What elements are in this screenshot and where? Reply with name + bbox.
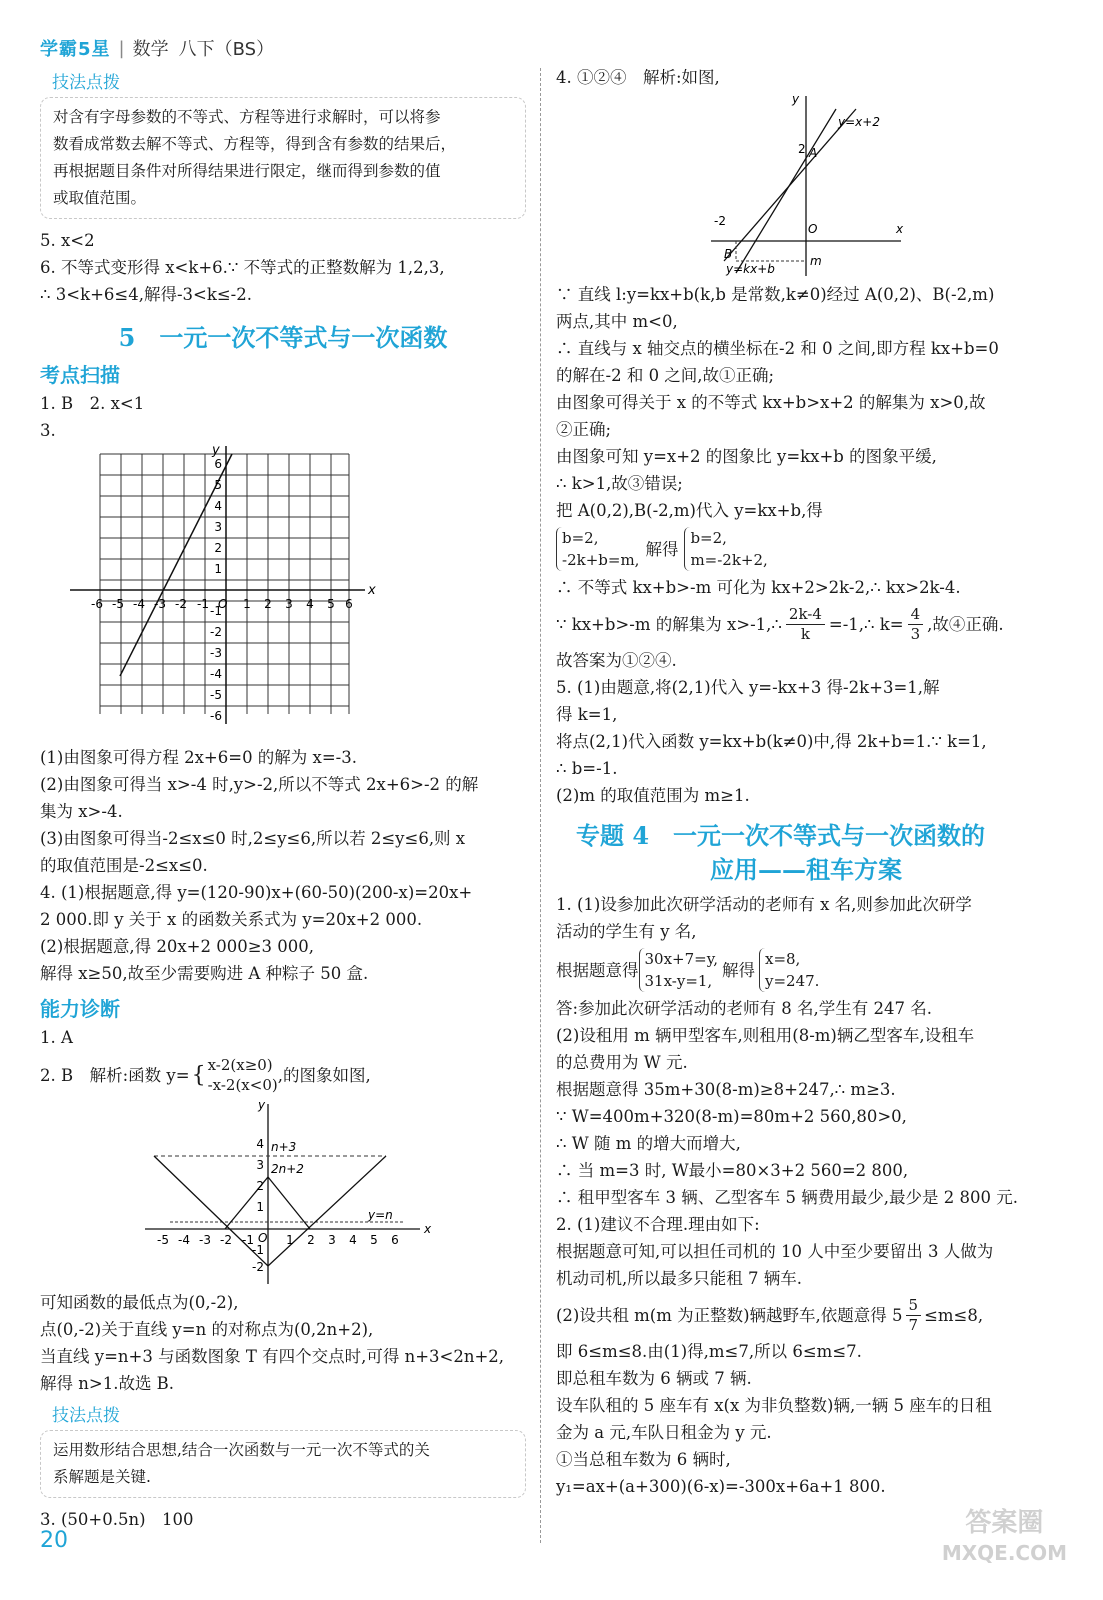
label-n3: n+3 [271,1140,297,1154]
q3-line: 集为 x>-4. [40,802,123,821]
y-tick: 2 [214,541,222,555]
solve-word: 解得 [645,539,679,559]
t2-line: 根据题意可知,可以担任司机的 10 人中至少要留出 3 人做为 [556,1242,994,1261]
r4-line: ∵ 直线 l:y=kx+b(k,b 是常数,k≠0)经过 A(0,2)、B(-2,m) [556,285,995,304]
origin-label: O [218,597,228,611]
fraction-2 [908,605,924,644]
answer-n2-head [40,1051,526,1099]
n2-line: 当直线 y=n+3 与函数图象 T 有四个交点时,可得 n+3<2n+2, [40,1347,505,1366]
system-1 [556,527,639,571]
origin-label: O [808,222,818,236]
watermark-line: 答案圈 [965,1508,1044,1538]
y-tick: 2 [256,1179,264,1193]
t1-line: 根据题意得 35m+30(8-m)≥8+247,∴ m≥3. [556,1080,896,1099]
t1-line: 活动的学生有 y 名, [556,922,697,941]
graph-q2-abs [140,1099,430,1289]
t2-line: 即总租车数为 6 辆或 7 辆. [556,1369,752,1388]
t2-line: 金为 a 元,车队日租金为 y 元. [556,1423,772,1442]
r4-fraction-line [556,601,1056,647]
q3-line: (2)由图象可得当 x>-4 时,y>-2,所以不等式 2x+6>-2 的解 [40,775,479,794]
r4-line: 的解在-2 和 0 之间,故①正确; [556,366,775,385]
sys-prefix: 根据题意得 [556,960,639,980]
r4-line: ∴ k>1,故③错误; [556,474,683,493]
x-tick: 6 [391,1233,399,1247]
answer-q5: 5. x<2 [40,231,95,250]
answer-q6-line: ∴ 3<k+6≤4,解得-3<k≤-2. [40,285,252,304]
system-eq: m=-2k+2, [690,551,768,569]
system-1 [639,948,718,992]
system-eq: x=8, [764,950,801,968]
system-eq: b=2, [562,529,599,547]
t1-line: ∵ W=400m+320(8-m)=80m+2 560,80>0, [556,1107,907,1126]
system-eq: -2k+b=m, [562,551,640,569]
n2-case: -x-2(x<0) [207,1076,278,1094]
fraction-1 [786,605,825,644]
t2-line: y₁=ax+(a+300)(6-x)=-300x+6a+1 800. [556,1477,886,1496]
frac-num: 2k-4 [786,605,825,625]
r4-line: 把 A(0,2),B(-2,m)代入 y=kx+b,得 [556,501,823,520]
n2-line: 点(0,-2)关于直线 y=n 的对称点为(0,2n+2), [40,1320,374,1339]
brand-logo: 学霸5星 [40,39,111,60]
r5-line: (2)m 的取值范围为 m≥1. [556,786,750,805]
x-tick: -2 [220,1233,232,1247]
n2-line: 可知函数的最低点为(0,-2), [40,1293,239,1312]
x-axis-label: x [896,222,904,236]
r4-line: 两点,其中 m<0, [556,312,678,331]
y-axis-label: y [258,1098,266,1112]
y-tick: 4 [256,1137,264,1151]
y-tick: 1 [256,1200,264,1214]
x-tick: -3 [199,1233,211,1247]
answer-n3: 3. (50+0.5n) 100 [40,1510,194,1529]
tip2-line: 系解题是关键. [53,1468,151,1486]
graph-q4-lines [706,91,906,281]
y-tick: 5 [214,478,222,492]
x-tick: -1 [197,597,209,611]
frac-prefix: ∵ kx+b>-m 的解集为 x>-1,∴ [556,614,782,634]
x-tick: 3 [328,1233,336,1247]
y-tick: 4 [214,499,222,513]
t2-line: 机动司机,所以最多只能租 7 辆车. [556,1269,802,1288]
topic-title-line: 应用——租车方案 [710,855,902,884]
q4-line: (2)根据题意,得 20x+2 000≥3 000, [40,937,315,956]
fraction [906,1296,922,1335]
x-tick: 2 [264,597,272,611]
r4-system [556,524,1056,574]
brace-icon: { [191,1062,206,1088]
tick-neg2-label: -2 [714,214,726,228]
x-tick: -3 [154,597,166,611]
header-separator: | [118,37,125,59]
y-tick: -2 [210,625,222,639]
y-tick: 3 [214,520,222,534]
y-tick: -1 [252,1243,264,1257]
t1-line: ∴ 当 m=3 时, W最小=80×3+2 560=2 800, [556,1161,909,1180]
frac-suffix: ≤m≤8, [924,1305,984,1325]
frac-mid: =-1,∴ k= [828,614,904,634]
x-tick: 5 [370,1233,378,1247]
label-2n2: 2n+2 [271,1162,304,1176]
t2-fraction-line [556,1292,1056,1338]
x-tick: 5 [327,597,335,611]
r4-after: ∴ 不等式 kx+b>-m 可化为 kx+2>2k-2,∴ kx>2k-4. [556,578,961,597]
x-tick: 1 [286,1233,294,1247]
y-tick: -3 [210,646,222,660]
x-axis-label: x [368,583,376,598]
x-tick: 4 [306,597,314,611]
y-tick: -1 [210,604,222,618]
q4-line: 解得 x≥50,故至少需要购进 A 种粽子 50 盒. [40,964,369,983]
system-eq: 30x+7=y, [644,950,718,968]
watermark [942,1508,1067,1568]
label-yn: y=n [368,1208,393,1222]
header-grade: 八下（BS） [178,39,275,60]
system-eq: b=2, [690,529,727,547]
y-tick: 1 [214,562,222,576]
x-tick: 1 [243,597,251,611]
system-eq: 31x-y=1, [644,972,713,990]
t2-line: 2. (1)建议不合理.理由如下: [556,1215,760,1234]
x-tick: -5 [112,597,124,611]
point-A-label: A [809,146,818,160]
tip1-line: 对含有字母参数的不等式、方程等进行求解时，可以将参 [53,108,441,126]
topic-title-line: 专题 4 一元一次不等式与一次函数的 [576,821,986,850]
n2-cases [208,1055,278,1095]
y-tick: 6 [214,457,222,471]
q3-line: (1)由图象可得方程 2x+6=0 的解为 x=-3. [40,748,358,767]
grid-graph-q3 [60,444,380,744]
page-number: 20 [40,1528,68,1553]
x-tick: -2 [175,597,187,611]
x-tick: 2 [307,1233,315,1247]
r4-line: ②正确; [556,420,612,439]
m-label: m [810,254,822,268]
answer-q3-label: 3. [40,421,56,440]
tip1-line: 或取值范围。 [53,189,147,207]
frac-prefix: (2)设共租 m(m 为正整数)辆越野车,依题意得 5 [556,1305,903,1325]
topic-title [556,819,1056,887]
r4-line: ∴ 直线与 x 轴交点的横坐标在-2 和 0 之间,即方程 kx+b=0 [556,339,999,358]
solve-word: 解得 [721,960,755,980]
y-axis-label: y [792,92,800,106]
y-tick: 3 [256,1158,264,1172]
header-subject: 数学 [132,39,169,60]
x-tick: -6 [91,597,103,611]
t2-line: ①当总租车数为 6 辆时, [556,1450,731,1469]
q4-line: 2 000.即 y 关于 x 的函数关系式为 y=20x+2 000. [40,910,423,929]
r4-line: 由图象可知 y=x+2 的图象比 y=kx+b 的图象平缓, [556,447,937,466]
q3-line: 的取值范围是-2≤x≤0. [40,856,208,875]
nengli-title: 能力诊断 [40,997,120,1021]
tip1-box [40,97,526,219]
label-line2: y=kx+b [726,262,775,276]
frac-den: k [800,624,810,643]
y-axis-label: y [212,443,220,458]
t1-line: (2)设租用 m 辆甲型客车,则租用(8-m)辆乙型客车,设租车 [556,1026,975,1045]
frac-num: 5 [906,1296,922,1316]
tip2-box [40,1430,526,1498]
x-tick: -4 [178,1233,190,1247]
n2-prefix: 2. B 解析:函数 y= [40,1065,190,1085]
system-eq: y=247. [764,972,820,990]
tip1-title: 技法点拨 [52,73,120,93]
tip1-line: 再根据题目条件对所得结果进行限定，继而得到参数的值 [53,162,441,180]
t1-line: ∴ W 随 m 的增大而增大, [556,1134,741,1153]
x-tick: -1 [242,1233,254,1247]
graph-T [154,1156,386,1266]
r5-line: ∴ b=-1. [556,759,618,778]
x-tick: 3 [285,597,293,611]
x-axis-label: x [424,1222,432,1236]
point-B-label: B [724,247,733,261]
page-header [40,30,274,66]
q3-line: (3)由图象可得当-2≤x≤0 时,2≤y≤6,所以若 2≤y≤6,则 x [40,829,466,848]
answer-q6-line: 6. 不等式变形得 x<k+6.∵ 不等式的正整数解为 1,2,3, [40,258,445,277]
column-divider [540,68,541,1543]
t1-line: 答:参加此次研学活动的老师有 8 名,学生有 247 名. [556,999,933,1018]
tip2-line: 运用数形结合思想,结合一次函数与一元一次不等式的关 [53,1441,430,1459]
system-2 [759,948,819,992]
line-kx-plus-b [736,109,836,273]
kaodian-title: 考点扫描 [40,363,120,387]
x-tick: 6 [345,597,353,611]
r4-head: 4. ①②④ 解析:如图, [556,68,720,87]
tip1-line: 数看成常数去解不等式、方程等，得到含有参数的结果后， [53,135,457,153]
y-tick: -2 [252,1260,264,1274]
tick-2-label: 2 [798,142,806,156]
x-tick: -4 [133,597,145,611]
r5-line: 得 k=1, [556,705,618,724]
frac-den: 7 [908,1315,919,1334]
n2-suffix: ,的图象如图, [277,1065,371,1085]
x-tick: -5 [157,1233,169,1247]
r4-line: 由图象可得关于 x 的不等式 kx+b>x+2 的解集为 x>0,故 [556,393,986,412]
left-column [40,64,526,1533]
r4-answer: 故答案为①②④. [556,651,677,670]
t2-line: 设车队租的 5 座车有 x(x 为非负整数)辆,一辆 5 座车的日租 [556,1396,992,1415]
y-tick: -4 [210,667,222,681]
r5-line: 将点(2,1)代入函数 y=kx+b(k≠0)中,得 2k+b=1.∵ k=1, [556,732,987,751]
n2-line: 解得 n>1.故选 B. [40,1374,175,1393]
answer-n1: 1. A [40,1028,73,1047]
frac-end: ,故④正确. [927,614,1004,634]
t1-line: 1. (1)设参加此次研学活动的老师有 x 名,则参加此次研学 [556,895,972,914]
watermark-line: MXQE.COM [941,1541,1067,1565]
x-tick: 4 [349,1233,357,1247]
tip2-title: 技法点拨 [52,1406,120,1426]
section-title: 5 一元一次不等式与一次函数 [118,323,448,352]
label-line1: y=x+2 [838,115,880,129]
t2-line: 即 6≤m≤8.由(1)得,m≤7,所以 6≤m≤7. [556,1342,862,1361]
frac-den: 3 [910,624,921,643]
t1-line: 的总费用为 W 元. [556,1053,688,1072]
system-2 [684,527,767,571]
y-tick: -5 [210,688,222,702]
t1-system [556,945,1056,995]
n2-case: x-2(x≥0) [207,1056,273,1074]
origin-label: O [258,1231,268,1245]
q4-line: 4. (1)根据题意,得 y=(120-90)x+(60-50)(200-x)=20x+ [40,883,473,902]
r5-line: 5. (1)由题意,将(2,1)代入 y=-kx+3 得-2k+3=1,解 [556,678,940,697]
answer-1-2: 1. B 2. x<1 [40,394,145,413]
frac-num: 4 [908,605,924,625]
t1-line: ∴ 租甲型客车 3 辆、乙型客车 5 辆费用最少,最少是 2 800 元. [556,1188,1018,1207]
y-tick: -6 [210,709,222,723]
right-column [556,64,1056,1500]
